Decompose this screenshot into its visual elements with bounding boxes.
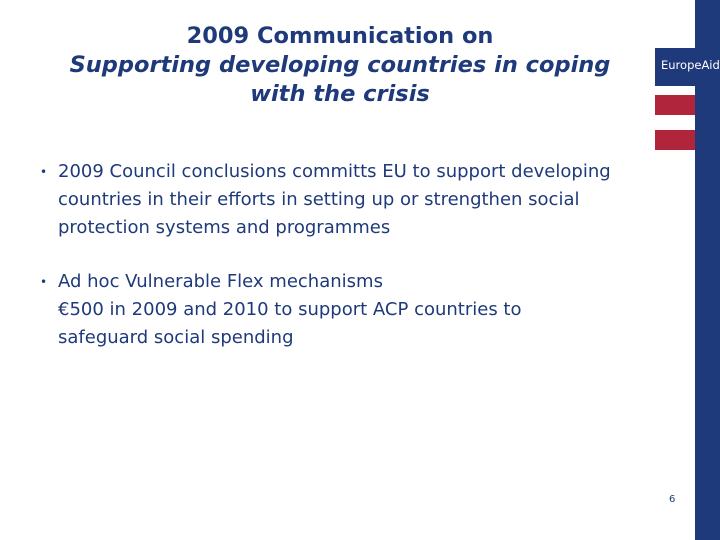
red-accent-tab-top [655, 95, 695, 115]
bullet-text-line: Ad hoc Vulnerable Flex mechanisms [58, 271, 383, 292]
bullet-list [40, 158, 680, 378]
page-number: 6 [669, 494, 676, 505]
bullet-text-line: protection systems and programmes [58, 217, 391, 238]
bullet-marker: • [40, 275, 48, 289]
title-line-3: with the crisis [250, 81, 430, 107]
bullet-text-line: safeguard social spending [58, 327, 294, 348]
bullet-item [40, 268, 680, 352]
bullet-marker: • [40, 165, 48, 179]
logo-text: EuropeAid [661, 58, 720, 72]
title-line-2: Supporting developing countries in coping [69, 52, 611, 78]
bullet-item [40, 158, 680, 242]
slide-title [30, 22, 650, 109]
bullet-text-line: countries in their efforts in setting up or strengthen social [58, 189, 580, 210]
bullet-text-line: €500 in 2009 and 2010 to support ACP countries to [58, 299, 522, 320]
title-line-1: 2009 Communication on [186, 23, 494, 49]
bullet-text-line: 2009 Council conclusions committs EU to support developing [58, 161, 611, 182]
europeaid-logo [655, 48, 720, 86]
red-accent-tab-bottom [655, 130, 695, 150]
